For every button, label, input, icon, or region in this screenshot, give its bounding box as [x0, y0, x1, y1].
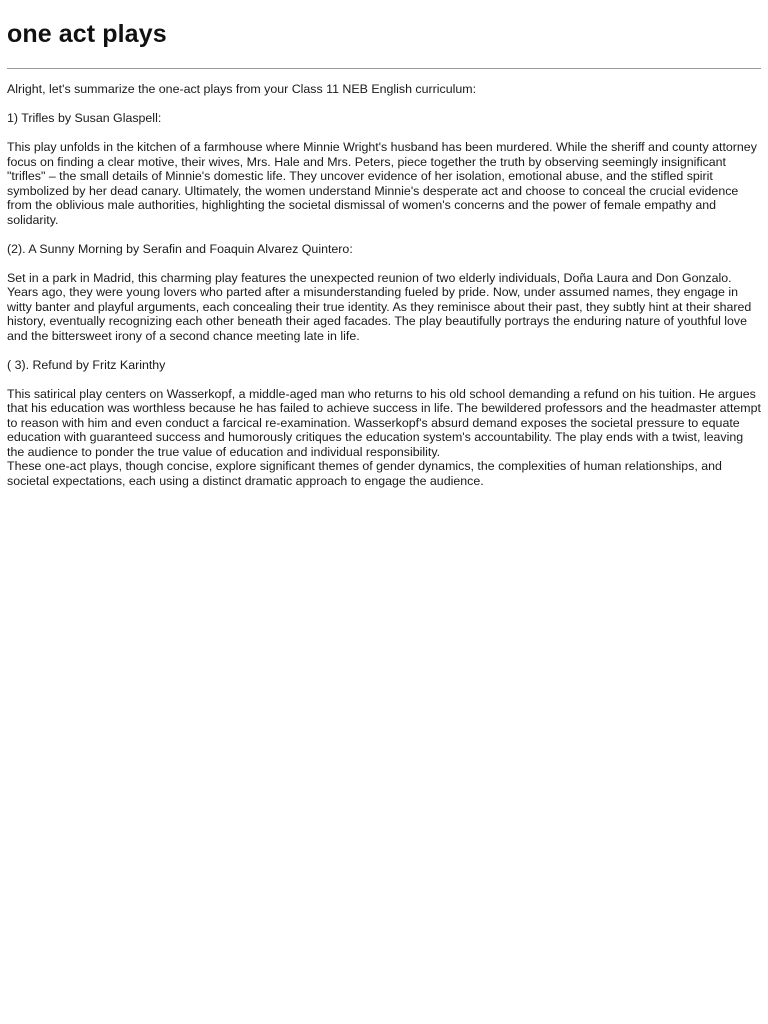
section-body-sunny-morning: Set in a park in Madrid, this charming play features the unexpected reunion of two elderly individuals, Doña Laura and Don Gonzalo. Years ago, they were young lovers who parted after a misunderstanding fueled by pride. Now, under assumed names, they engage in witty banter and playful arguments, each concealing their true identity. As they reminisce about their past, they subtly hint at their shared history, eventually recognizing each other beneath their aged facades. The play beautifully portrays the enduring nature of youthful love and the bittersweet irony of a second chance meeting late in life. — [7, 270, 752, 343]
section-body-refund: This satirical play centers on Wasserkopf, a middle-aged man who returns to his old school demanding a refund on his tuition. He argues that his education was worthless because he has failed to achieve success in life. The bewildered professors and the headmaster attempt to reason with him and even conduct a farcical re-examination. Wasserkopf's absurd demand exposes the societal pressure to equate education with guaranteed success and humorously critiques the education system's accountability. The play ends with a twist, leaving the audience to ponder the true value of education and individual responsibility. — [7, 386, 761, 459]
document-body — [7, 82, 761, 488]
title-divider — [7, 68, 761, 69]
section-heading-trifles: 1) Trifles by Susan Glaspell: — [7, 111, 162, 125]
page-title: one act plays — [7, 20, 167, 48]
conclusion-paragraph: These one-act plays, though concise, explore significant themes of gender dynamics, the complexities of human relationships, and societal expectations, each using a distinct dramatic approach to engage the audience. — [7, 459, 722, 488]
section-body-trifles: This play unfolds in the kitchen of a farmhouse where Minnie Wright's husband has been murdered. While the sheriff and county attorney focus on finding a clear motive, their wives, Mrs. Hale and Mrs. Peters, piece together the truth by observing seemingly insignificant "trifles" – the small details of Minnie's domestic life. They uncover evidence of her isolation, emotional abuse, and the stifled spirit symbolized by her dead canary. Ultimately, the women understand Minnie's desperate act and choose to conceal the crucial evidence from the oblivious male authorities, highlighting the societal dismissal of women's concerns and the power of female empathy and solidarity. — [7, 140, 757, 227]
intro-paragraph: Alright, let's summarize the one-act plays from your Class 11 NEB English curriculum: — [7, 82, 477, 96]
section-heading-sunny-morning: (2). A Sunny Morning by Serafin and Foaquin Alvarez Quintero: — [7, 241, 353, 256]
section-heading-refund: ( 3). Refund by Fritz Karinthy — [7, 357, 166, 372]
document-page — [7, 0, 761, 488]
